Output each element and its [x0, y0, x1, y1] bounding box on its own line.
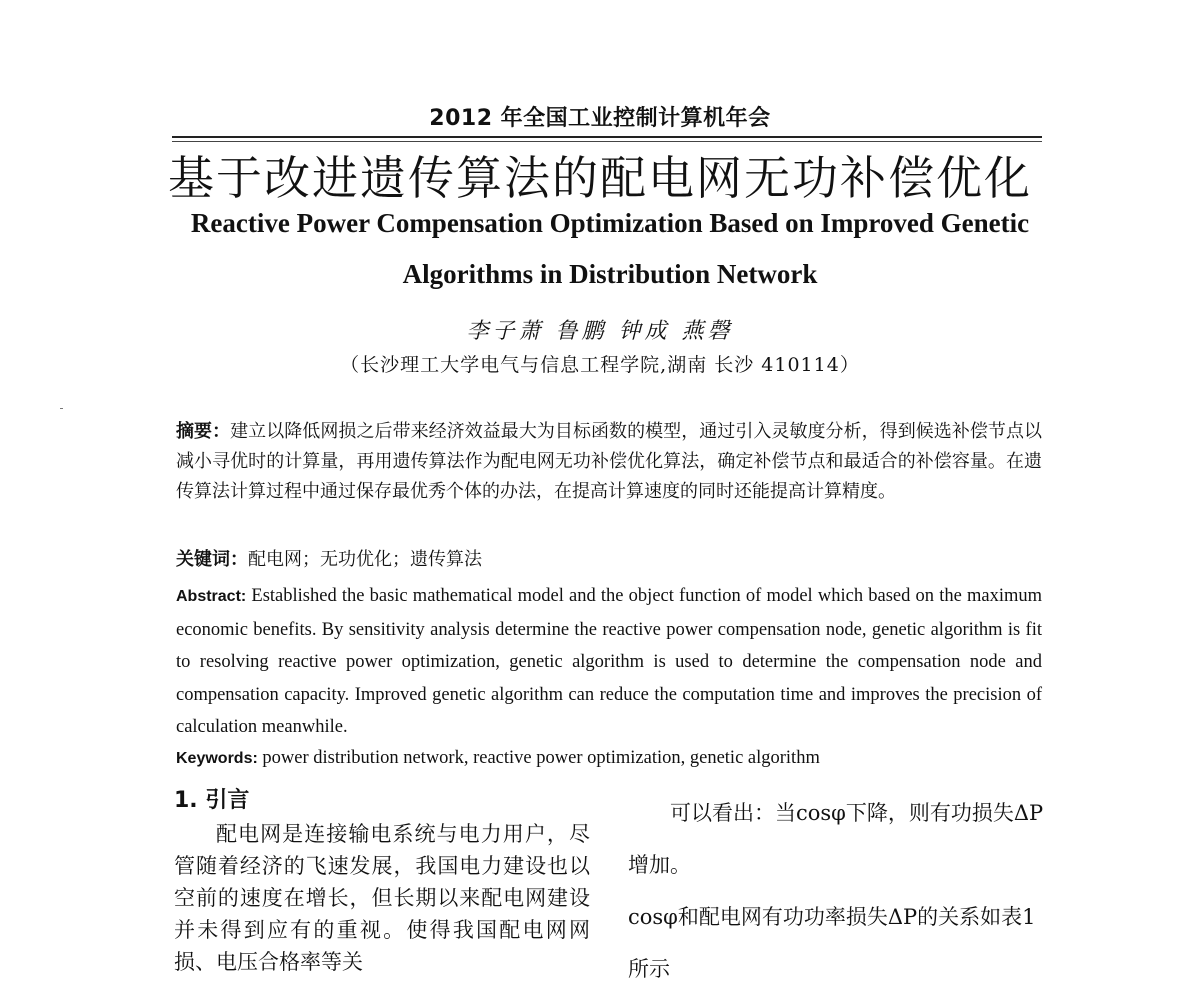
right-column-line2: cosφ和配电网有功功率损失ΔP的关系如表1所示 — [628, 905, 1036, 981]
conference-header: 2012 年全国工业控制计算机年会 — [429, 106, 771, 131]
keywords-english — [176, 743, 1042, 774]
introduction-paragraph: 配电网是连接输电系统与电力用户，尽管随着经济的飞速发展，我国电力建设也以空前的速度在增长，但长期以来配电网建设并未得到应有的重视。使得我国配电网网损、电压合格率等关 — [174, 822, 590, 974]
title-chinese: 基于改进遗传算法的配电网无功补偿优化 — [168, 151, 1032, 205]
right-column — [628, 787, 1048, 995]
section-heading-introduction: 1. 引言 — [174, 788, 250, 813]
title-english-line1: Reactive Power Compensation Optimization Based on Improved Genetic — [190, 208, 1030, 238]
abstract-en-label: Abstract: — [176, 588, 247, 605]
keywords-cn-text: 配电网；无功优化；遗传算法 — [248, 549, 482, 570]
abstract-en-text: Established the basic mathematical model and the object function of model which based on the maximum economic benefits. By sensitivity analysis determine the reactive power compensation node, genetic algorithm is fit to resolving reactive power optimization, genetic algorithm is used to determine the compensation node and compensation capacity. Improved genetic algorithm can reduce the computation time and improves the precision of calculation meanwhile. — [176, 586, 1042, 737]
header-rule-thick — [172, 136, 1042, 138]
abstract-english — [176, 580, 1042, 744]
keywords-chinese — [176, 546, 1042, 574]
affiliation: （长沙理工大学电气与信息工程学院,湖南 长沙 410114） — [340, 354, 860, 376]
abstract-cn-text: 建立以降低网损之后带来经济效益最大为目标函数的模型，通过引入灵敏度分析，得到候选补偿节点以减小寻优时的计算量，再用遗传算法作为配电网无功补偿优化算法，确定补偿节点和最适合的补偿容量。在遗传算法计算过程中通过保存最优秀个体的办法，在提高计算速度的同时还能提高计算精度。 — [176, 421, 1043, 502]
keywords-cn-label: 关键词： — [176, 549, 248, 570]
abstract-chinese — [176, 417, 1042, 507]
abstract-cn-label: 摘要： — [176, 421, 231, 442]
title-english-line2: Algorithms in Distribution Network — [402, 259, 818, 289]
right-column-line1: 可以看出：当cosφ下降，则有功损失ΔP增加。 — [628, 801, 1044, 877]
scan-speck — [60, 408, 63, 409]
author-list: 李子萧 鲁鹏 钟成 燕磬 — [466, 319, 734, 344]
keywords-en-text: power distribution network, reactive power optimization, genetic algorithm — [257, 748, 820, 768]
keywords-en-label: Keywords: — [176, 750, 258, 767]
